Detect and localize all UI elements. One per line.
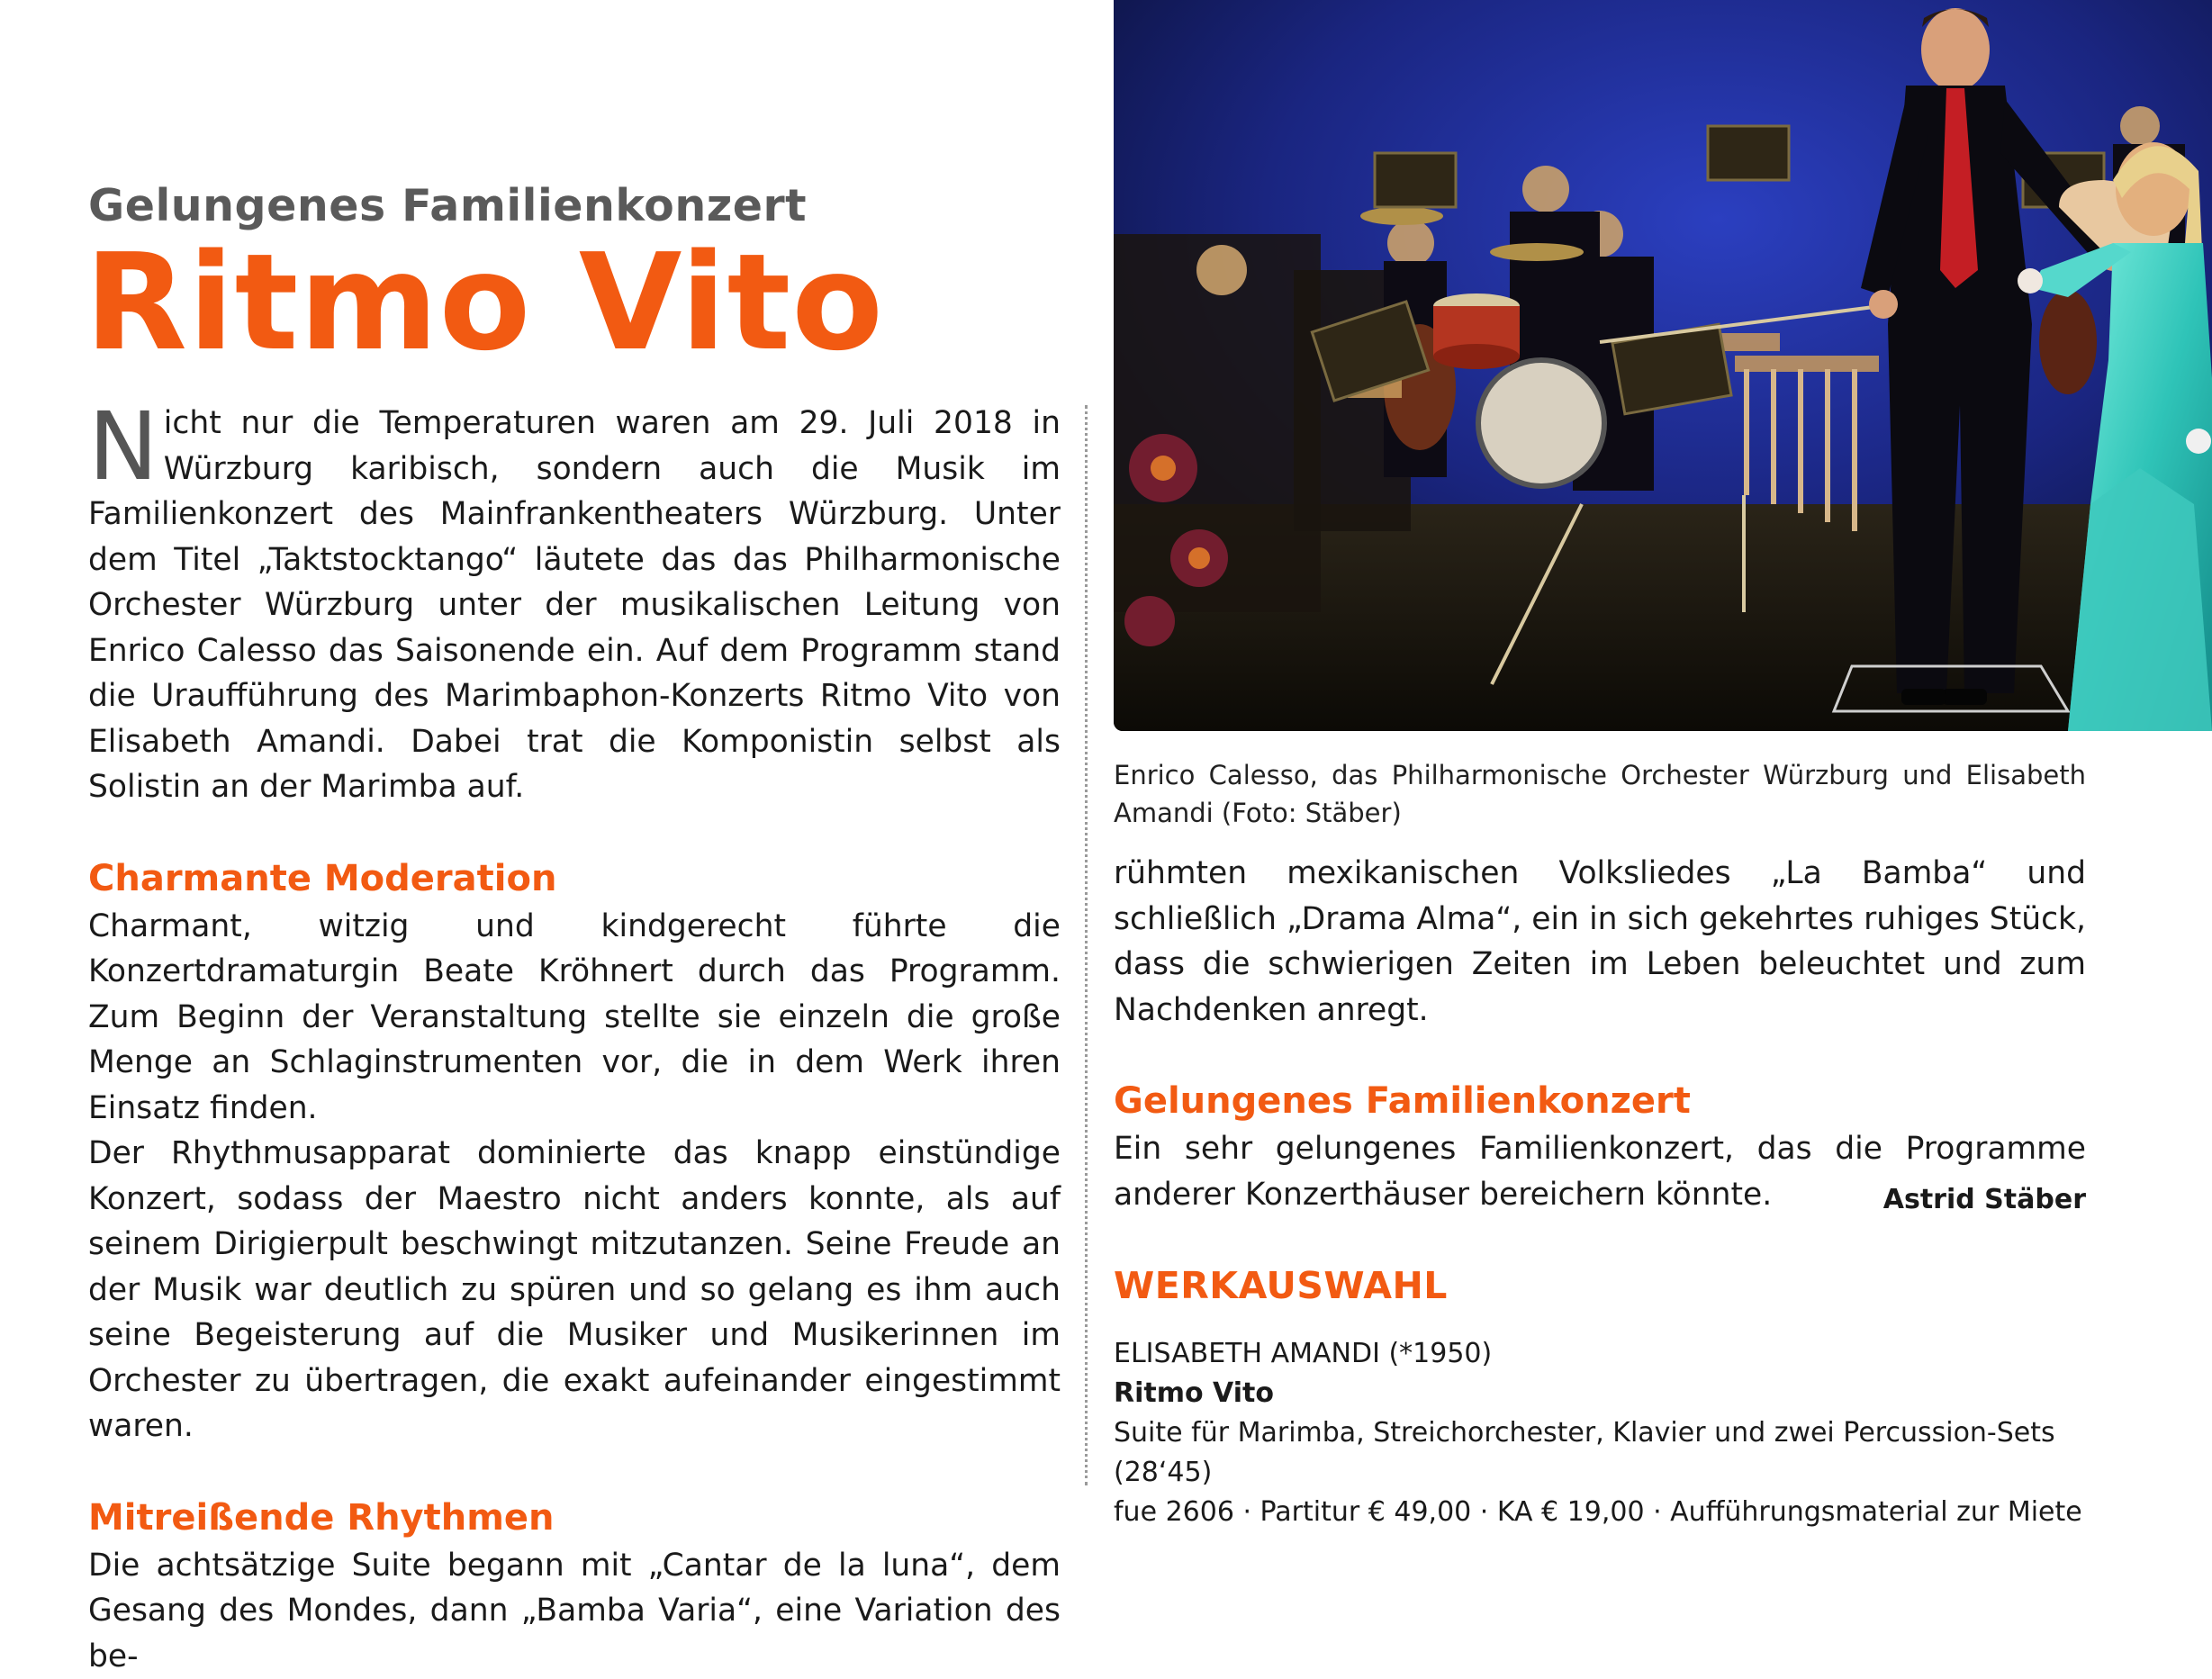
author-name: Astrid Stäber (1883, 1178, 2086, 1223)
continuation-paragraph: rühmten mexikanischen Volksliedes „La Bamba“ und schließlich „Drama Alma“, ein in sich gekehrtes ruhiges Stück, dass die schwierigen Zeiten im Leben beleuchtet und zum Nachdenken anregt. (1114, 851, 2086, 1033)
article-title: Ritmo Vito (85, 236, 884, 369)
intro-paragraph (88, 401, 1061, 810)
article-kicker: Gelungenes Familienkonzert (88, 180, 807, 231)
werkauswahl-heading: WERKAUSWAHL (1114, 1260, 2086, 1311)
familienkonzert-text: Ein sehr gelungenes Familienkonzert, das die Programme anderer Konzerthäuser bereichern könnte. (1114, 1131, 2086, 1213)
section-heading-rhythmen: Mitreißende Rhythmen (88, 1493, 1061, 1543)
moderation-paragraph-2: Der Rhythmusapparat dominierte das knapp einstündige Konzert, sodass der Maestro nicht anders konnte, als auf seinem Dirigierpult beschwingt mitzutanzen. Seine Freude an der Musik war deutlich zu spüren und so gelang es ihm auch seine Begeisterung auf die Musiker und Musikerinnen im Orchester zu übertragen, die exakt aufeinander eingestimmt waren. (88, 1131, 1061, 1449)
section-heading-moderation: Charmante Moderation (88, 853, 1061, 904)
right-column (1114, 851, 2086, 1532)
werk-title: Ritmo Vito (1114, 1374, 2086, 1413)
drop-cap: N (88, 408, 158, 485)
concert-photo (1114, 0, 2212, 731)
werk-order-info: fue 2606 · Partitur € 49,00 · KA € 19,00 · Aufführungsmaterial zur Miete (1114, 1493, 2086, 1532)
rhythmen-paragraph: Die achtsätzige Suite begann mit „Cantar de la luna“, dem Gesang des Mondes, dann „Bamba Varia“, eine Variation des be- (88, 1543, 1061, 1679)
moderation-paragraph-1: Charmant, witzig und kindgerecht führte die Konzertdramaturgin Beate Kröhnert durch das Programm. Zum Beginn der Veranstaltung stellte sie einzeln die große Menge an Schlaginstrumenten vor, die in dem Werk ihren Einsatz finden. (88, 904, 1061, 1132)
werk-description: Suite für Marimba, Streichorchester, Klavier und zwei Percussion-Sets (28‘45) (1114, 1413, 2086, 1493)
familienkonzert-paragraph (1114, 1126, 2086, 1217)
section-heading-familienkonzert: Gelungenes Familienkonzert (1114, 1076, 2086, 1126)
photo-caption: Enrico Calesso, das Philharmonische Orchester Würzburg und Elisabeth Amandi (Foto: Stäber) (1114, 756, 2086, 832)
left-column (88, 401, 1061, 1679)
concert-photo-illustration (1114, 0, 2212, 731)
intro-text: icht nur die Temperaturen waren am 29. Juli 2018 in Würzburg karibisch, sondern auch die Musik im Familienkonzert des Mainfrankentheaters Würzburg. Unter dem Titel „Taktstocktango“ läutete das das Philharmonische Orchester Würzburg unter der musikalischen Leitung von Enrico Calesso das Saisonende ein. Auf dem Programm stand die Uraufführung des Marimbaphon-Konzerts Ritmo Vito von Elisabeth Amandi. Dabei trat die Komponistin selbst als Solistin an der Marimba auf. (88, 405, 1061, 805)
column-divider (1085, 405, 1088, 1485)
werk-composer: ELISABETH AMANDI (*1950) (1114, 1334, 2086, 1374)
